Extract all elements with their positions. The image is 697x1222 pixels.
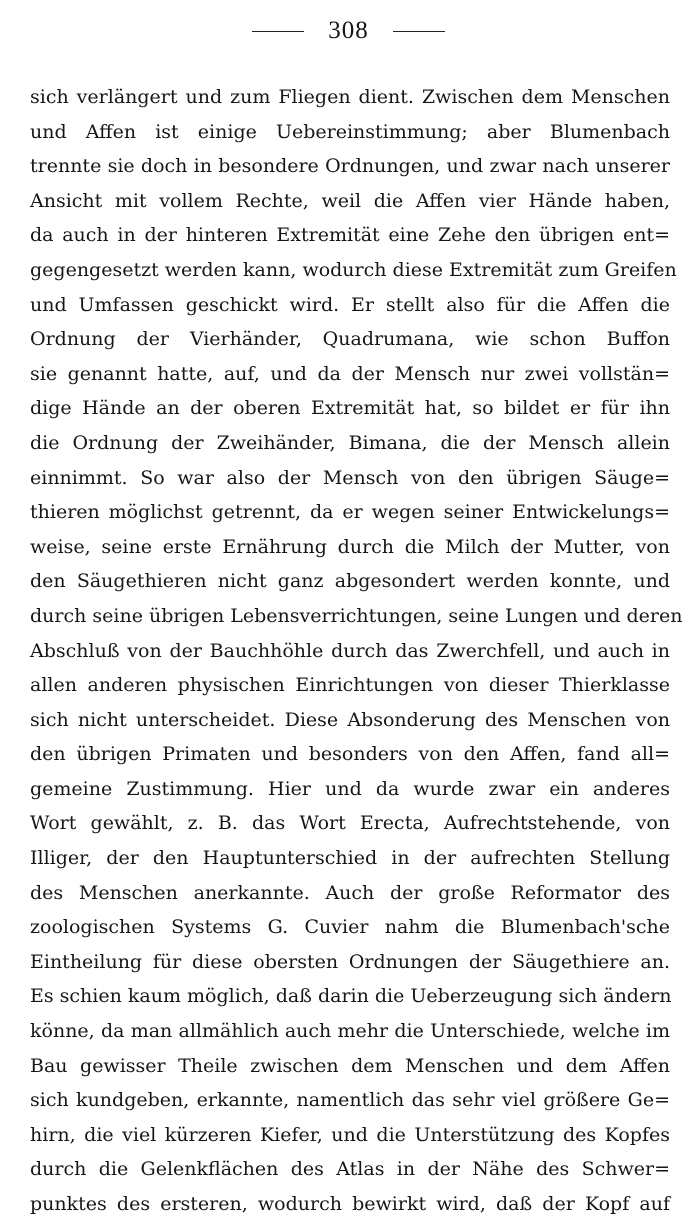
text-line: trennte sie doch in besondere Ordnungen, und zwar nach unserer [30,155,670,178]
text-line: Eintheilung für diese obersten Ordnungen der Säugethiere an. [30,950,670,973]
text-line: gemeine Zustimmung. Hier und da wurde zwar ein anderes [30,777,670,800]
text-line: sie genannt hatte, auf, und da der Mensch nur zwei vollstän= [30,362,670,385]
text-line: Ordnung der Vierhänder, Quadrumana, wie schon Buffon [30,328,670,351]
text-line: den Säugethieren nicht ganz abgesondert werden konnte, und [30,570,670,593]
text-line: Ansicht mit vollem Rechte, weil die Affen vier Hände haben, [30,189,670,212]
text-line: sich kundgeben, erkannte, namentlich das sehr viel größere Ge= [30,1089,670,1112]
text-line: hirn, die viel kürzeren Kiefer, und die Unterstützung des Kopfes [30,1123,670,1146]
text-line: könne, da man allmählich auch mehr die Unterschiede, welche im [30,1020,670,1043]
text-line: Illiger, der den Hauptunterschied in der aufrechten Stellung [30,847,670,870]
header-rule-right [393,31,445,32]
text-line: durch seine übrigen Lebensverrichtungen, seine Lungen und deren [30,604,683,627]
text-line: und Affen ist einige Uebereinstimmung; aber Blumenbach [30,120,670,143]
text-line: des Menschen anerkannte. Auch der große Reformator des [30,881,670,904]
page-header [0,14,697,48]
text-line: einnimmt. So war also der Mensch von den übrigen Säuge= [30,466,670,489]
text-line: dige Hände an der oberen Extremität hat, so bildet er für ihn [30,397,670,420]
text-line: da auch in der hinteren Extremität eine Zehe den übrigen ent= [30,224,670,247]
text-line: sich nicht unterscheidet. Diese Absonderung des Menschen von [30,708,670,731]
text-line: Wort gewählt, z. B. das Wort Erecta, Aufrechtstehende, von [30,812,670,835]
text-line: und Umfassen geschickt wird. Er stellt also für die Affen die [30,293,670,316]
text-line: Bau gewisser Theile zwischen dem Menschen und dem Affen [30,1054,670,1077]
header-rule-left [252,31,304,32]
text-line: zoologischen Systems G. Cuvier nahm die Blumenbach'sche [30,916,670,939]
text-line: weise, seine erste Ernährung durch die Milch der Mutter, von [30,535,670,558]
text-line: durch die Gelenkflächen des Atlas in der Nähe des Schwer= [30,1158,670,1181]
text-line: allen anderen physischen Einrichtungen von dieser Thierklasse [30,674,670,697]
body-text [30,80,683,1222]
text-line: punktes des ersteren, wodurch bewirkt wird, daß der Kopf auf [30,1193,670,1215]
text-line: thieren möglichst getrennt, da er wegen seiner Entwickelungs= [30,501,670,524]
text-line: sich verlängert und zum Fliegen dient. Zwischen dem Menschen [30,86,670,108]
text-line: Abschluß von der Bauchhöhle durch das Zwerchfell, und auch in [30,639,670,662]
text-line: gegengesetzt werden kann, wodurch diese Extremität zum Greifen [30,258,677,281]
text-line: den übrigen Primaten und besonders von den Affen, fand all= [30,743,670,766]
text-line: Es schien kaum möglich, daß darin die Ueberzeugung sich ändern [30,985,672,1008]
text-line: die Ordnung der Zweihänder, Bimana, die der Mensch allein [30,431,670,454]
page-number: 308 [328,17,369,44]
